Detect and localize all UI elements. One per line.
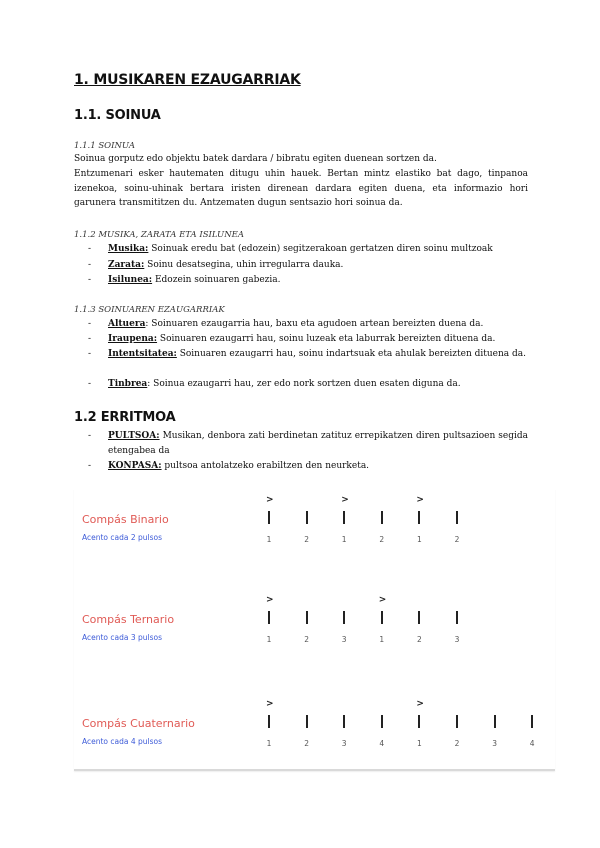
term: Tinbrea (108, 379, 148, 389)
beat-number: 2 (417, 635, 422, 644)
bullet-dash: - (88, 334, 92, 344)
subsection-heading: 1.1.1 SOINUA (74, 141, 135, 151)
accent-mark: > (266, 699, 274, 709)
pulse-bar (268, 511, 270, 524)
pulse-bar (418, 715, 420, 728)
definition: Musikan, denbora zati berdinetan zatituz errepikatzen diren pultsazioen segida etengabea da (108, 431, 528, 456)
list-item (88, 242, 528, 257)
term: Isilunea: (108, 275, 153, 285)
pulse-bar (418, 511, 420, 524)
pulse-bar (456, 715, 458, 728)
beat-number: 1 (417, 535, 422, 544)
accent-mark: > (341, 495, 349, 505)
bullet-dash: - (88, 260, 92, 270)
term: Musika: (108, 244, 149, 254)
definition: Soinu desatsegina, uhin irregularra dauka. (144, 260, 344, 270)
beat-number: 1 (379, 635, 385, 644)
list-item (88, 429, 528, 458)
list-item (88, 347, 528, 362)
meter-accent-label: Acento cada 2 pulsos (82, 533, 163, 542)
accent-mark: > (416, 699, 424, 709)
accent-mark: > (378, 595, 387, 605)
beat-number: 4 (529, 739, 535, 748)
pulse-bar (494, 715, 496, 728)
definition: Edozein soinuaren gabezia. (152, 275, 281, 285)
paragraph: Entzumenari esker hautematen ditugu uhin hauek. Bertan mintz elastiko bat dago, tinpanoa izenekoa, soinu-uhinak bertara iristen direnean dardara egiten duena, eta informazio hori garunera transmititzen du. Antzematen dugun sentsazio hori soinua da. (74, 169, 528, 208)
beat-number: 2 (454, 739, 460, 748)
accent-mark: > (416, 495, 424, 505)
term: PULTSOA: (108, 431, 160, 441)
beat-number: 1 (417, 739, 422, 748)
definition: : Soinua ezaugarri hau, zer edo nork sortzen duen esaten diguna da. (147, 379, 461, 389)
beat-number: 1 (341, 535, 347, 544)
accent-mark: > (266, 495, 274, 505)
meter-name: Compás Binario (82, 513, 169, 526)
beat-number: 2 (304, 535, 309, 544)
pulse-bar (268, 715, 270, 728)
beat-number: 2 (454, 535, 460, 544)
term: Iraupena: (108, 334, 158, 344)
pulse-bar (306, 611, 308, 624)
section-heading-erritmoa: 1.2 ERRITMOA (74, 410, 176, 425)
pulse-bar (381, 611, 383, 624)
definition: pultsoa antolatzeko erabiltzen den neurketa. (161, 461, 370, 471)
bullet-dash: - (88, 319, 92, 329)
list-item (88, 273, 528, 288)
pulse-bar (306, 511, 308, 524)
beat-number: 2 (304, 739, 309, 748)
bullet-dash: - (88, 461, 92, 471)
beat-number: 3 (454, 635, 460, 644)
definition: : Soinuaren ezaugarria hau, baxu eta agudoen artean bereizten duena da. (145, 319, 484, 329)
list-item (88, 459, 528, 474)
list-item (88, 377, 528, 392)
pulse-bar (456, 511, 458, 524)
page-title: 1. MUSIKAREN EZAUGARRIAK (74, 72, 301, 88)
beat-number: 1 (266, 535, 272, 544)
term: Altuera (108, 319, 146, 329)
definition: Soinuaren ezaugarri hau, soinu indartsuak eta ahulak bereizten dituena da. (176, 349, 527, 359)
beat-number: 3 (341, 635, 347, 644)
pulse-bar (343, 715, 345, 728)
meter-name: Compás Cuaternario (82, 717, 195, 730)
pulse-bar (343, 511, 345, 524)
pulse-bar (343, 611, 345, 624)
accent-mark: > (266, 595, 274, 605)
definition: Soinuak eredu bat (edozein) segitzerakoan gertatzen diren soinu multzoak (148, 244, 493, 254)
bullet-dash: - (88, 379, 92, 389)
list-item (88, 258, 528, 273)
list-item (88, 317, 528, 332)
pulse-bar (381, 511, 383, 524)
beat-number: 3 (341, 739, 347, 748)
definition: Soinuaren ezaugarri hau, soinu luzeak eta laburrak bereizten dituena da. (157, 334, 496, 344)
beat-number: 1 (266, 635, 272, 644)
paragraph: Soinua gorputz edo objektu batek dardara / bibratu egiten duenean sortzen da. (74, 154, 437, 164)
subsection-heading: 1.1.2 MUSIKA, ZARATA ETA ISILUNEA (74, 230, 244, 240)
meter-accent-label: Acento cada 4 pulsos (82, 737, 163, 746)
pulse-bar (306, 715, 308, 728)
meter-accent-label: Acento cada 3 pulsos (82, 633, 163, 642)
bullet-dash: - (88, 275, 92, 285)
meter-name: Compás Ternario (82, 613, 175, 626)
list-item (88, 332, 528, 347)
bullet-dash: - (88, 431, 92, 441)
bullet-dash: - (88, 244, 92, 254)
term: Intentsitatea: (108, 349, 177, 359)
pulse-bar (456, 611, 458, 624)
subsection-heading: 1.1.3 SOINUAREN EZAUGARRIAK (74, 305, 225, 315)
bullet-dash: - (88, 349, 92, 359)
term: KONPASA: (108, 461, 162, 471)
beat-number: 1 (266, 739, 272, 748)
meter-figure (74, 489, 555, 771)
beat-number: 2 (304, 635, 309, 644)
pulse-bar (268, 611, 270, 624)
term: Zarata: (108, 260, 145, 270)
pulse-bar (531, 715, 533, 728)
pulse-bar (418, 611, 420, 624)
pulse-bar (381, 715, 383, 728)
section-heading-soinua: 1.1. SOINUA (74, 108, 161, 123)
beat-number: 4 (379, 739, 385, 748)
beat-number: 2 (379, 535, 385, 544)
beat-number: 3 (492, 739, 497, 748)
